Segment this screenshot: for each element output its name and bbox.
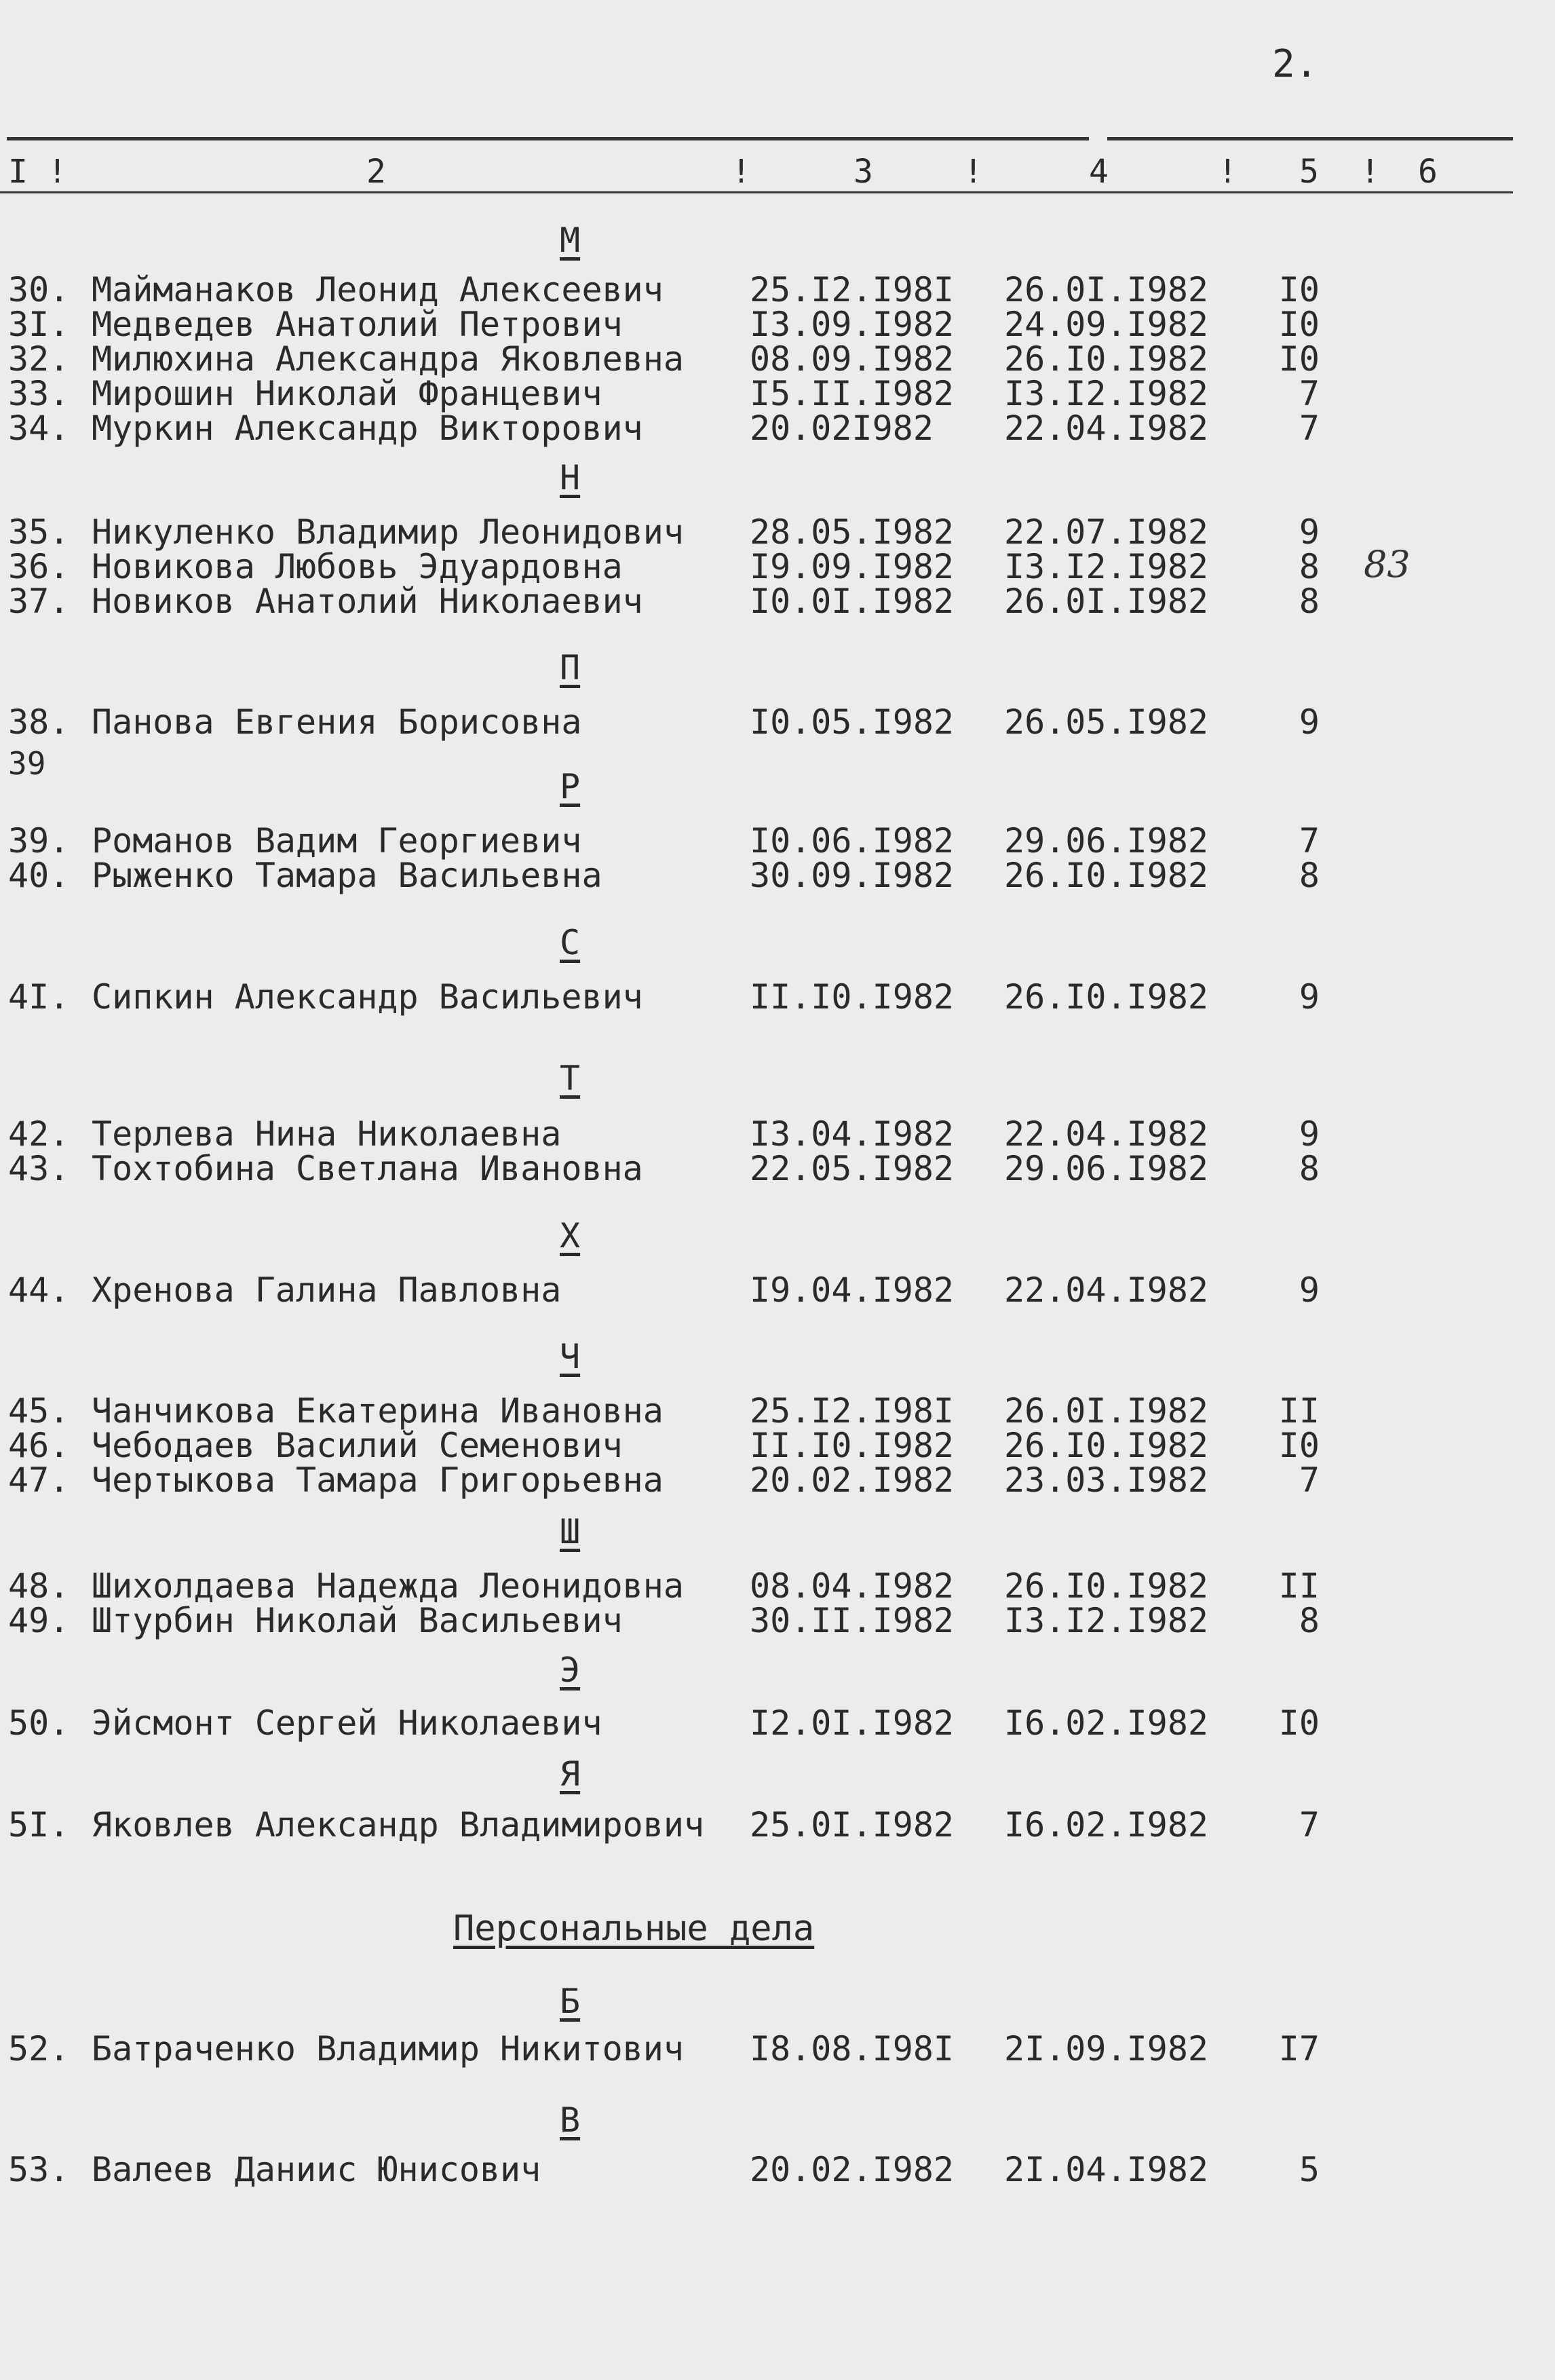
person-name: Чебодаев Василий Семенович	[92, 1426, 623, 1465]
row-number: 38.	[8, 702, 70, 742]
date-end: I3.I2.I982	[1004, 547, 1209, 586]
date-end: 2I.04.I982	[1004, 2150, 1209, 2189]
table-row	[0, 821, 1425, 859]
date-start: II.I0.I982	[750, 977, 955, 1017]
table-row	[0, 1805, 1425, 1843]
header-separator: !	[731, 153, 751, 191]
person-name: Рыженко Тамара Васильевна	[92, 856, 602, 895]
row-number: 34.	[8, 409, 70, 448]
sheet-count: I0	[1278, 1703, 1320, 1743]
row-number: 50.	[8, 1703, 70, 1743]
header-col-2: 2	[366, 153, 386, 191]
row-number: 42.	[8, 1114, 70, 1154]
date-end: 2I.09.I982	[1004, 2029, 1209, 2069]
row-number: 47.	[8, 1460, 70, 1500]
group-letter-v: В	[560, 2100, 581, 2140]
row-number: 4I.	[8, 977, 70, 1017]
table-row	[0, 305, 1425, 343]
person-name: Эйсмонт Сергей Николаевич	[92, 1703, 602, 1743]
header-separator: !	[963, 153, 983, 191]
sheet-count: 7	[1299, 1805, 1320, 1845]
date-end: 26.0I.I982	[1004, 582, 1209, 621]
row-number: 5I.	[8, 1805, 70, 1845]
sheet-count: 7	[1299, 409, 1320, 448]
person-name: Новиков Анатолий Николаевич	[92, 582, 643, 621]
header-separator: !	[47, 153, 67, 191]
date-start: II.I0.I982	[750, 1426, 955, 1465]
date-end: 29.06.I982	[1004, 1149, 1209, 1188]
date-end: I3.I2.I982	[1004, 374, 1209, 413]
table-row	[0, 1703, 1425, 1741]
date-start: 20.02I982	[750, 409, 934, 448]
header-col-3: 3	[853, 153, 873, 191]
date-start: I0.06.I982	[750, 821, 955, 861]
date-start: 20.02.I982	[750, 2150, 955, 2189]
header-top-rule	[7, 137, 1089, 140]
table-row	[0, 1391, 1425, 1429]
person-name: Муркин Александр Викторович	[92, 409, 643, 448]
date-start: 08.04.I982	[750, 1566, 955, 1606]
row-number: 36.	[8, 547, 70, 586]
row-number: 39.	[8, 821, 70, 861]
date-start: 30.09.I982	[750, 856, 955, 895]
table-row	[0, 339, 1425, 377]
group-letter-b: Б	[560, 1982, 581, 2021]
table-row	[0, 374, 1425, 412]
person-name: Мирошин Николай Францевич	[92, 374, 602, 413]
sheet-count: 9	[1299, 1114, 1320, 1154]
row-number: 53.	[8, 2150, 70, 2189]
row-number: 46.	[8, 1426, 70, 1465]
table-row	[0, 1460, 1425, 1498]
sheet-count: 7	[1299, 1460, 1320, 1500]
sheet-count: 9	[1299, 512, 1320, 552]
header-top-rule-right	[1107, 137, 1513, 140]
header-bottom-rule	[0, 191, 1513, 193]
sheet-count: 8	[1299, 1149, 1320, 1188]
date-end: 29.06.I982	[1004, 821, 1209, 861]
group-letter-kh: Х	[560, 1216, 581, 1255]
handwritten-note: 83	[1364, 543, 1410, 586]
date-start: I9.09.I982	[750, 547, 955, 586]
person-name: Шихолдаева Надежда Леонидовна	[92, 1566, 684, 1606]
date-end: 22.07.I982	[1004, 512, 1209, 552]
row-number: 48.	[8, 1566, 70, 1606]
person-name: Чертыкова Тамара Григорьевна	[92, 1460, 664, 1500]
group-letter-t: Т	[560, 1059, 581, 1098]
header-separator: !	[1218, 153, 1237, 191]
page-number: 2.	[1272, 42, 1318, 86]
person-name: Хренова Галина Павловна	[92, 1270, 562, 1310]
row-number: 52.	[8, 2029, 70, 2069]
margin-mark: 39	[8, 745, 46, 782]
sheet-count: I7	[1278, 2029, 1320, 2069]
date-end: 26.I0.I982	[1004, 1426, 1209, 1465]
table-row	[0, 977, 1425, 1015]
sheet-count: I0	[1278, 1426, 1320, 1465]
date-start: I9.04.I982	[750, 1270, 955, 1310]
date-end: 23.03.I982	[1004, 1460, 1209, 1500]
person-name: Штурбин Николай Васильевич	[92, 1601, 623, 1640]
date-end: 24.09.I982	[1004, 305, 1209, 344]
person-name: Никуленко Владимир Леонидович	[92, 512, 684, 552]
row-number: 33.	[8, 374, 70, 413]
sheet-count: II	[1278, 1391, 1320, 1431]
date-end: I6.02.I982	[1004, 1703, 1209, 1743]
sheet-count: 7	[1299, 821, 1320, 861]
group-letter-sh: Ш	[560, 1512, 581, 1551]
group-letter-r: Р	[560, 767, 581, 806]
person-name: Тохтобина Светлана Ивановна	[92, 1149, 643, 1188]
group-letter-e: Э	[560, 1650, 581, 1690]
group-letter-p: П	[560, 648, 581, 687]
date-start: 22.05.I982	[750, 1149, 955, 1188]
date-start: I0.0I.I982	[750, 582, 955, 621]
date-start: 25.I2.I98I	[750, 1391, 955, 1431]
header-col-6: 6	[1418, 153, 1438, 191]
person-name: Батраченко Владимир Никитович	[92, 2029, 684, 2069]
date-end: I3.I2.I982	[1004, 1601, 1209, 1640]
person-name: Панова Евгения Борисовна	[92, 702, 582, 742]
header-separator: !	[1360, 153, 1380, 191]
table-row	[0, 1566, 1425, 1604]
table-row	[0, 2150, 1425, 2188]
date-start: I3.09.I982	[750, 305, 955, 344]
sheet-count: 5	[1299, 2150, 1320, 2189]
person-name: Терлева Нина Николаевна	[92, 1114, 562, 1154]
person-name: Яковлев Александр Владимирович	[92, 1805, 705, 1845]
date-start: 25.I2.I98I	[750, 270, 955, 309]
date-end: I6.02.I982	[1004, 1805, 1209, 1845]
sheet-count: I0	[1278, 270, 1320, 309]
date-start: I2.0I.I982	[750, 1703, 955, 1743]
person-name: Майманаков Леонид Алексеевич	[92, 270, 664, 309]
row-number: 40.	[8, 856, 70, 895]
group-letter-ya: Я	[560, 1754, 581, 1794]
sheet-count: 9	[1299, 1270, 1320, 1310]
date-end: 22.04.I982	[1004, 1114, 1209, 1154]
sheet-count: 9	[1299, 977, 1320, 1017]
sheet-count: 8	[1299, 582, 1320, 621]
person-name: Новикова Любовь Эдуардовна	[92, 547, 623, 586]
date-start: I3.04.I982	[750, 1114, 955, 1154]
row-number: 32.	[8, 339, 70, 379]
sheet-count: 8	[1299, 1601, 1320, 1640]
person-name: Милюхина Александра Яковлевна	[92, 339, 684, 379]
table-row	[0, 582, 1425, 620]
row-number: 37.	[8, 582, 70, 621]
row-number: 43.	[8, 1149, 70, 1188]
row-number: 3I.	[8, 305, 70, 344]
date-end: 26.I0.I982	[1004, 1566, 1209, 1606]
table-row	[0, 512, 1425, 550]
row-number: 44.	[8, 1270, 70, 1310]
date-start: I0.05.I982	[750, 702, 955, 742]
table-row	[0, 547, 1425, 585]
date-start: I5.II.I982	[750, 374, 955, 413]
date-end: 22.04.I982	[1004, 1270, 1209, 1310]
group-letter-ch: Ч	[560, 1337, 581, 1376]
group-letter-n: Н	[560, 458, 581, 497]
group-letter-m: М	[560, 221, 581, 260]
table-row	[0, 1270, 1425, 1308]
row-number: 35.	[8, 512, 70, 552]
sheet-count: 8	[1299, 547, 1320, 586]
date-end: 26.I0.I982	[1004, 339, 1209, 379]
date-start: 08.09.I982	[750, 339, 955, 379]
sheet-count: I0	[1278, 339, 1320, 379]
table-row	[0, 1426, 1425, 1464]
table-row	[0, 1601, 1425, 1639]
date-end: 26.05.I982	[1004, 702, 1209, 742]
date-end: 26.I0.I982	[1004, 856, 1209, 895]
header-col-1: I	[8, 153, 28, 191]
date-end: 22.04.I982	[1004, 409, 1209, 448]
sheet-count: I0	[1278, 305, 1320, 344]
group-letter-s: С	[560, 923, 581, 962]
header-col-5: 5	[1299, 153, 1319, 191]
person-name: Медведев Анатолий Петрович	[92, 305, 623, 344]
sheet-count: 9	[1299, 702, 1320, 742]
header-col-4: 4	[1089, 153, 1109, 191]
date-start: I8.08.I98I	[750, 2029, 955, 2069]
date-end: 26.I0.I982	[1004, 977, 1209, 1017]
date-end: 26.0I.I982	[1004, 270, 1209, 309]
person-name: Валеев Даниис Юнисович	[92, 2150, 541, 2189]
table-row	[0, 1149, 1425, 1187]
date-start: 20.02.I982	[750, 1460, 955, 1500]
person-name: Сипкин Александр Васильевич	[92, 977, 643, 1017]
table-row	[0, 1114, 1425, 1152]
date-end: 26.0I.I982	[1004, 1391, 1209, 1431]
date-start: 30.II.I982	[750, 1601, 955, 1640]
table-row	[0, 270, 1425, 308]
date-start: 28.05.I982	[750, 512, 955, 552]
table-row	[0, 856, 1425, 894]
row-number: 49.	[8, 1601, 70, 1640]
row-number: 45.	[8, 1391, 70, 1431]
table-row	[0, 409, 1425, 447]
sheet-count: II	[1278, 1566, 1320, 1606]
table-row	[0, 2029, 1425, 2067]
date-start: 25.0I.I982	[750, 1805, 955, 1845]
table-row	[0, 702, 1425, 740]
sheet-count: 7	[1299, 374, 1320, 413]
person-name: Чанчикова Екатерина Ивановна	[92, 1391, 664, 1431]
row-number: 30.	[8, 270, 70, 309]
section-title: Персональные дела	[453, 1908, 815, 1949]
person-name: Романов Вадим Георгиевич	[92, 821, 582, 861]
sheet-count: 8	[1299, 856, 1320, 895]
